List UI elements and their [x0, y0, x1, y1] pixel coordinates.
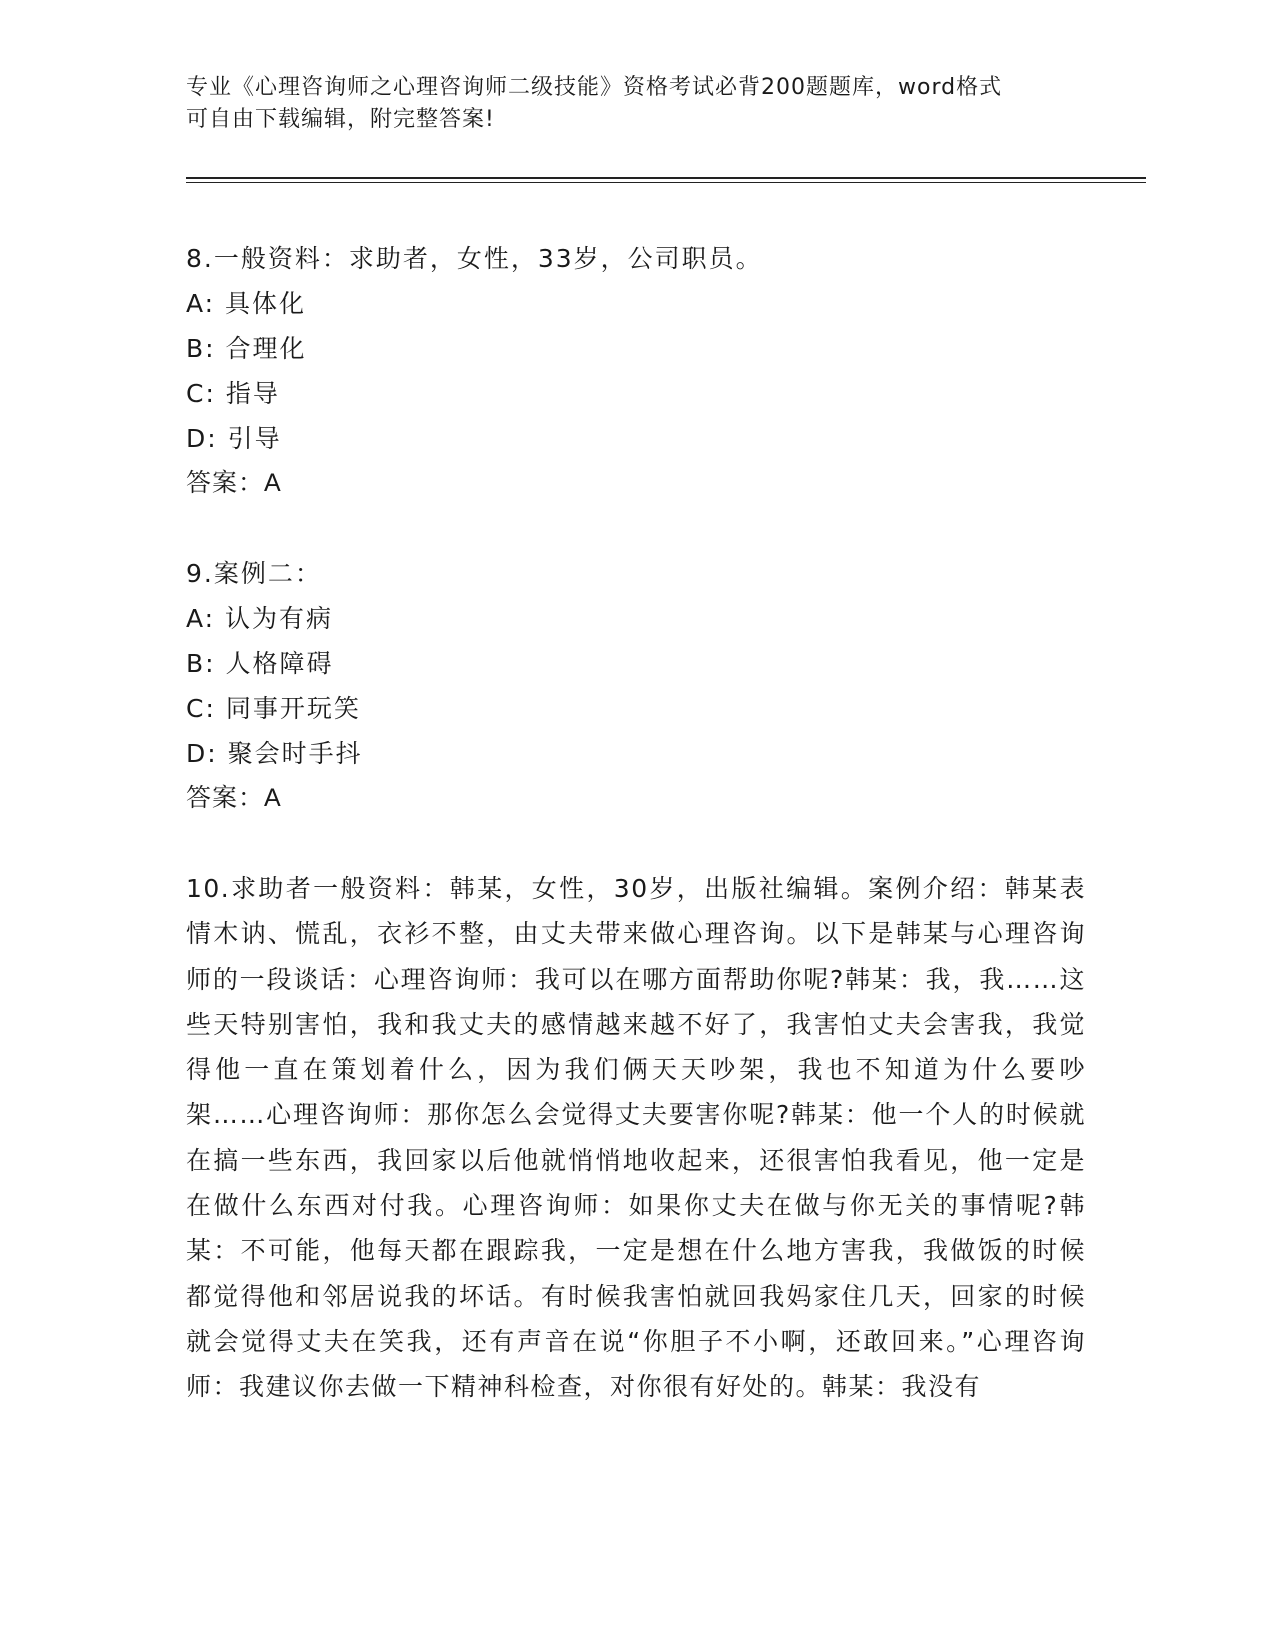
option-b: B: 合理化	[186, 334, 307, 363]
question-list	[186, 236, 1086, 1455]
answer: 答案：A	[186, 784, 282, 812]
header-line-1: 专业《心理咨询师之心理咨询师二级技能》资格考试必背200题题库，word格式	[186, 75, 1003, 100]
option-a: A: 具体化	[186, 289, 307, 318]
header-divider-thin	[186, 182, 1146, 183]
question-9	[186, 551, 1086, 821]
option-c: C: 指导	[186, 379, 280, 408]
answer: 答案：A	[186, 469, 282, 497]
document-header	[186, 72, 1066, 136]
option-a: A: 认为有病	[186, 604, 334, 633]
question-10	[186, 866, 1086, 1410]
question-stem: 10.求助者一般资料：韩某，女性，30岁，出版社编辑。案例介绍：韩某表情木讷、慌乱，衣衫不整，由丈夫带来做心理咨询。以下是韩某与心理咨询师的一段谈话：心理咨询师：我可以在哪方面帮助你呢?韩某：我，我……这些天特别害怕，我和我丈夫的感情越来越不好了，我害怕丈夫会害我，我觉得他一直在策划着什么，因为我们俩天天吵架，我也不知道为什么要吵架……心理咨询师：那你怎么会觉得丈夫要害你呢?韩某：他一个人的时候就在搞一些东西，我回家以后他就悄悄地收起来，还很害怕我看见，他一定是在做什么东西对付我。心理咨询师：如果你丈夫在做与你无关的事情呢?韩某：不可能，他每天都在跟踪我，一定是想在什么地方害我，我做饭的时候都觉得他和邻居说我的坏话。有时候我害怕就回我妈家住几天，回家的时候就会觉得丈夫在笑我，还有声音在说“你胆子不小啊，还敢回来。”心理咨询师：我建议你去做一下精神科检查，对你很有好处的。韩某：我没有	[186, 874, 1086, 1402]
question-stem: 9.案例二：	[186, 559, 322, 588]
option-b: B: 人格障碍	[186, 649, 334, 678]
option-d: D: 聚会时手抖	[186, 739, 363, 768]
option-d: D: 引导	[186, 424, 282, 453]
header-line-2: 可自由下载编辑，附完整答案!	[186, 107, 495, 132]
option-c: C: 同事开玩笑	[186, 694, 361, 723]
question-stem: 8.一般资料：求助者，女性，33岁，公司职员。	[186, 244, 763, 273]
question-8	[186, 236, 1086, 506]
header-divider	[186, 177, 1146, 179]
